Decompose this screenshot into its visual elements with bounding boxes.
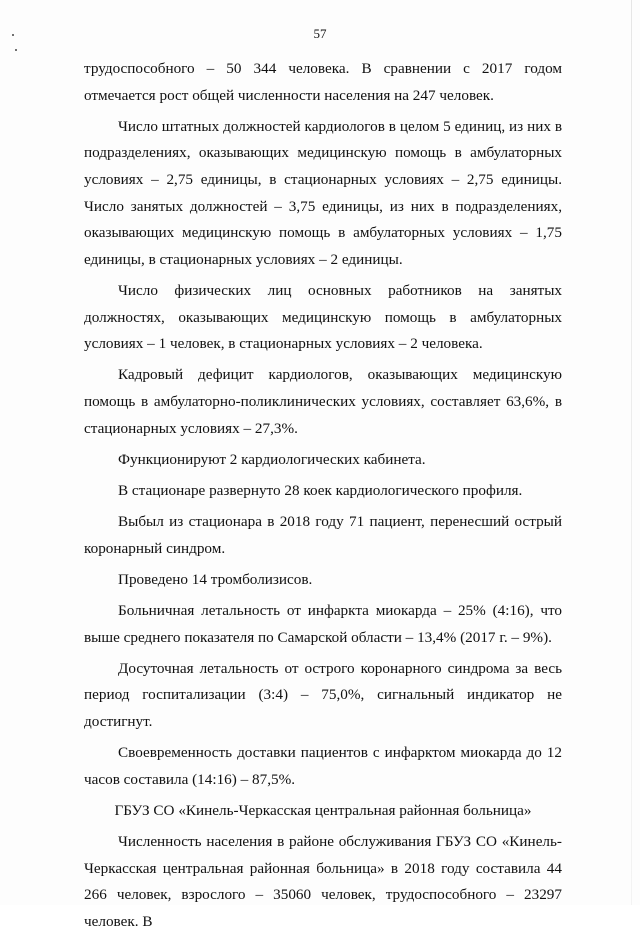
paragraph-hospital-mortality: Больничная летальность от инфаркта миокарда – 25% (4:16), что выше среднего показателя по Самарской области – 13,4% (2017 г. – 9%). — [84, 602, 562, 646]
paragraph-discharged: Выбыл из стационара в 2018 году 71 пациент, перенесший острый коронарный синдром. — [84, 513, 562, 557]
paragraph-staff-deficit: Кадровый дефицит кардиологов, оказывающих медицинскую помощь в амбулаторно-поликлинических условиях, составляет 63,6%, в стационарных условиях – 27,3%. — [84, 366, 562, 437]
page-number: 57 — [313, 26, 327, 41]
paragraph-timely-delivery: Своевременность доставки пациентов с инфарктом миокарда до 12 часов составила (14:16) – 87,5%. — [84, 744, 562, 788]
paragraph-population-kinel: Численность населения в районе обслуживания ГБУЗ СО «Кинель-Черкасская центральная районная больница» в 2018 году составила 44 266 человек, взрослого – 35060 человек, трудоспособного – 23297 человек. В — [84, 833, 562, 930]
paragraph-thrombolysis: Проведено 14 тромболизисов. — [118, 570, 313, 588]
paragraph-population-continued: трудоспособного – 50 344 человека. В сравнении с 2017 годом отмечается рост общей численности населения на 247 человек. — [84, 60, 562, 104]
scan-edge-line — [631, 0, 632, 905]
paragraph-cabinets: Функционируют 2 кардиологических кабинета. — [118, 450, 426, 468]
paragraph-cardiologist-positions: Число штатных должностей кардиологов в целом 5 единиц, из них в подразделениях, оказывающих медицинскую помощь в амбулаторных условиях – 2,75 единицы, в стационарных условиях – 2,75 единицы. Число занятых должностей – 3,75 единицы, из них в подразделениях, оказывающих медицинскую помощь в амбулаторных условиях – 1,75 единицы, в стационарных условиях – 2 единицы. — [84, 117, 562, 268]
body-text — [84, 56, 562, 940]
paragraph-beds: В стационаре развернуто 28 коек кардиологического профиля. — [118, 481, 523, 499]
paragraph-physical-persons: Число физических лиц основных работников на занятых должностях, оказывающих медицинскую помощь в амбулаторных условиях – 1 человек, в стационарных условиях – 2 человека. — [84, 281, 562, 353]
section-heading-hospital: ГБУЗ СО «Кинель-Черкасская центральная районная больница» — [114, 801, 532, 819]
paragraph-daily-mortality: Досуточная летальность от острого коронарного синдрома за весь период госпитализации (3:4) – 75,0%, сигнальный индикатор не достигнут. — [84, 659, 562, 730]
scan-speck — [15, 49, 17, 51]
